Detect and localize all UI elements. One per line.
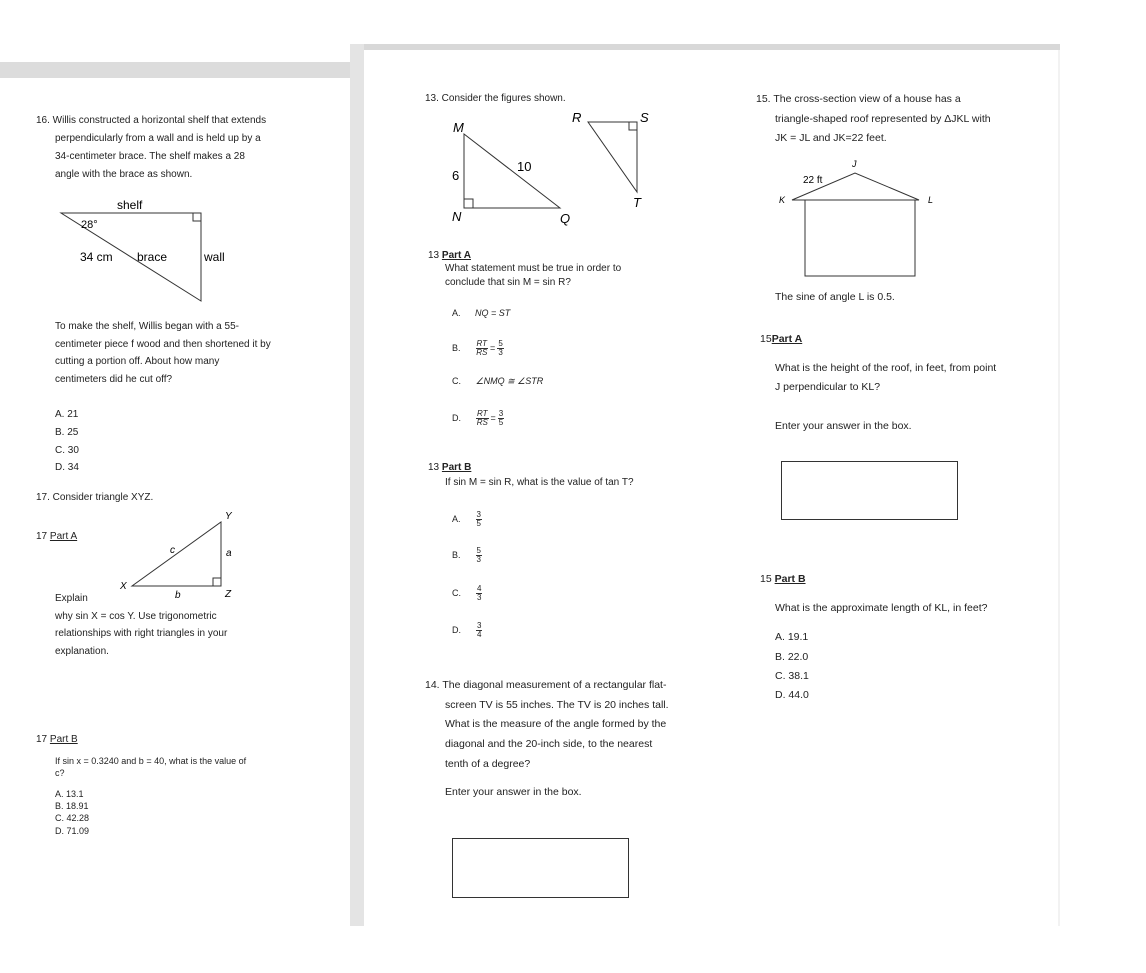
- q13b-choice-c-value: [476, 585, 482, 602]
- right-angle-mark-z: [213, 578, 221, 586]
- q15-line-2: triangle-shaped roof represented by ΔJKL with: [775, 113, 991, 125]
- q16-line-2: perpendicularly from a wall and is held up by a: [55, 133, 261, 144]
- q13b-choice-b-letter: B.: [452, 550, 461, 560]
- q15-line-1: 15. The cross-section view of a house has a: [756, 93, 961, 105]
- q13a-choice-d-letter: D.: [452, 413, 461, 423]
- q13-part-b-number: 13: [428, 462, 440, 473]
- shelf-label: shelf: [117, 198, 143, 212]
- vertex-x: X: [120, 581, 127, 592]
- q15-part-b-question: What is the approximate length of KL, in feet?: [775, 602, 988, 614]
- vertex-n: N: [452, 209, 462, 224]
- q16-choice-d[interactable]: D. 34: [55, 462, 79, 473]
- q16-choice-b[interactable]: B. 25: [55, 427, 79, 438]
- q13a-b-rhs-den: 3: [498, 348, 503, 357]
- brace-length-label: 34 cm: [80, 250, 113, 264]
- q13a-choice-d-rhs: [498, 410, 504, 427]
- q13-part-b-question: If sin M = sin R, what is the value of tan T?: [445, 477, 634, 488]
- q13a-d-rhs-den: 5: [498, 418, 504, 427]
- q13b-a-num: 3: [476, 510, 481, 519]
- vertex-s: S: [640, 110, 649, 125]
- q17-part-b-line-2: c?: [55, 768, 65, 778]
- q15-part-a-line-1: What is the height of the roof, in feet, from point: [775, 362, 997, 374]
- q14-line-1: 14. The diagonal measurement of a rectangular flat-: [425, 679, 667, 691]
- q15-choice-d[interactable]: D. 44.0: [775, 689, 809, 701]
- q16-choice-a[interactable]: A. 21: [55, 409, 79, 420]
- q13-title: 13. Consider the figures shown.: [425, 93, 566, 104]
- q13b-choice-a-letter: A.: [452, 514, 461, 524]
- vertex-z: Z: [225, 589, 232, 600]
- q13b-b-den: 3: [476, 555, 481, 564]
- q13b-d-den: 4: [477, 630, 482, 639]
- q15-choice-a[interactable]: A. 19.1: [775, 631, 809, 643]
- q16-line-3: 34-centimeter brace. The shelf makes a 28: [55, 151, 245, 162]
- q13b-d-num: 3: [477, 621, 482, 630]
- q13b-choice-b[interactable]: [452, 547, 482, 564]
- vertex-j: J: [852, 159, 857, 169]
- q13a-choice-a[interactable]: [452, 309, 510, 318]
- triangle-rst: [588, 122, 637, 192]
- q17-part-a-number: 17: [36, 531, 48, 542]
- q15-line-3: JK = JL and JK=22 feet.: [775, 132, 887, 144]
- q13a-choice-b[interactable]: B. $\frac{RT}{RS}$ = $\frac{5}{3}$: [452, 339, 503, 357]
- q14-line-3: What is the measure of the angle formed by the: [445, 718, 667, 730]
- shelf-brace-figure: [55, 195, 255, 305]
- right-angle-mark: [193, 213, 201, 221]
- q17-explain-2: why sin X = cos Y. Use trigonometric: [55, 611, 217, 622]
- q16-body-2: centimeter piece f wood and then shortened it by: [55, 339, 271, 350]
- q13a-b-lhs-den: RS: [476, 348, 488, 357]
- q13a-d-lhs-den: RS: [476, 418, 488, 427]
- q17-part-b-heading: [36, 735, 78, 745]
- brace-label: brace: [137, 250, 168, 264]
- q13a-d-lhs-num: RT: [477, 409, 488, 418]
- q14-enter-instruction: Enter your answer in the box.: [445, 786, 582, 798]
- q14-line-5: tenth of a degree?: [445, 758, 531, 770]
- q13a-choice-c-text: ∠NMQ ≅ ∠STR: [475, 376, 544, 386]
- q17-part-b-line-1: If sin x = 0.3240 and b = 40, what is the value of: [55, 756, 247, 766]
- right-angle-mark-n: [464, 199, 473, 208]
- q13a-choice-c[interactable]: [452, 377, 543, 386]
- q13-part-a-line-2: conclude that sin M = sin R?: [445, 277, 571, 288]
- vertex-q: Q: [560, 211, 571, 226]
- q16-body-4: centimeters did he cut off?: [55, 374, 173, 385]
- q17-part-a-heading: [36, 532, 77, 542]
- q17-part-b-label: Part B: [49, 734, 78, 745]
- q17-choice-a[interactable]: A. 13.1: [55, 789, 84, 799]
- q16-body-1: To make the shelf, Willis began with a 55-: [55, 321, 239, 332]
- q13b-choice-a[interactable]: [452, 511, 482, 528]
- left-top-bar: [0, 62, 350, 78]
- q13a-choice-c-letter: C.: [452, 376, 461, 386]
- q14-line-4: diagonal and the 20-inch side, to the nearest: [445, 738, 653, 750]
- q13-part-a-heading: [428, 251, 471, 261]
- vertex-l: L: [928, 195, 934, 205]
- right-angle-mark-s: [629, 122, 637, 130]
- q13a-choice-d-lhs: [476, 410, 489, 427]
- q13a-b-rhs-num: 5: [498, 339, 503, 348]
- q17-choice-b[interactable]: B. 18.91: [55, 801, 89, 811]
- q13b-choice-b-value: [476, 547, 482, 564]
- house-roof-figure: [776, 155, 946, 280]
- wall-label: wall: [204, 250, 225, 264]
- q15-part-b-label: Part B: [774, 573, 806, 585]
- q16-body-3: cutting a portion off. About how many: [55, 356, 220, 367]
- right-top-bar: [350, 44, 1060, 50]
- side-b: b: [175, 590, 181, 601]
- q13b-choice-d-value: [476, 622, 482, 639]
- q17-explain-1: Explain: [55, 593, 88, 604]
- q13a-choice-b-rhs: [497, 340, 503, 357]
- q15-answer-box[interactable]: [781, 461, 958, 520]
- q13a-choice-a-text: NQ = ST: [475, 308, 511, 318]
- side-c: c: [170, 545, 175, 556]
- q13a-d-rhs-num: 3: [498, 409, 504, 418]
- q13b-choice-d-letter: D.: [452, 625, 461, 635]
- q16-choice-c[interactable]: C. 30: [55, 445, 79, 456]
- q16-line-4: angle with the brace as shown.: [55, 169, 193, 180]
- q15-part-a-line-2: J perpendicular to KL?: [775, 381, 881, 393]
- q17-explain-3: relationships with right triangles in your: [55, 628, 228, 639]
- figures-mnq-rst: [445, 108, 660, 230]
- q13b-choice-d[interactable]: [452, 622, 482, 639]
- triangle-mnq: [464, 134, 560, 208]
- q15-part-b-number: 15: [760, 573, 772, 585]
- q13a-choice-d[interactable]: D. $\frac{RT}{RS}$ = $\frac{3}{5}$: [452, 409, 504, 427]
- q13-part-a-number: 13: [428, 250, 440, 261]
- side-mn-label: 6: [452, 168, 460, 183]
- q15-part-a-heading: [760, 334, 802, 345]
- q15-sine-note: The sine of angle L is 0.5.: [775, 291, 895, 303]
- vertex-k: K: [779, 195, 786, 205]
- vertex-r: R: [572, 110, 582, 125]
- q13b-choice-c-letter: C.: [452, 588, 461, 598]
- q17-choice-d[interactable]: D. 71.09: [55, 826, 90, 836]
- q17-part-b-number: 17: [36, 734, 48, 745]
- side-a: a: [226, 548, 232, 559]
- q17-part-a-label: Part A: [49, 531, 78, 542]
- vertex-m: M: [453, 120, 464, 135]
- q16-line-1: 16. Willis constructed a horizontal shelf that extends: [36, 115, 267, 126]
- vertex-t: T: [633, 195, 641, 210]
- q13b-choice-c[interactable]: [452, 585, 482, 602]
- house-body: [805, 200, 915, 276]
- page-divider: [350, 44, 364, 926]
- side-mq-label: 10: [517, 159, 532, 174]
- q14-line-2: screen TV is 55 inches. The TV is 20 inches tall.: [445, 699, 669, 711]
- q13a-choice-a-letter: A.: [452, 308, 461, 318]
- q13-part-b-heading: [428, 463, 471, 473]
- q17-title: 17. Consider triangle XYZ.: [36, 492, 154, 503]
- jk-length-label: 22 ft: [803, 175, 823, 186]
- q15-part-b-heading: [760, 574, 806, 585]
- q13-part-a-label: Part A: [441, 250, 471, 261]
- right-page-edge: [1058, 50, 1060, 926]
- q13-part-a-line-1: What statement must be true in order to: [445, 263, 622, 274]
- q13b-choice-a-value: [476, 511, 482, 528]
- q13b-b-num: 5: [476, 546, 481, 555]
- q13-part-b-label: Part B: [441, 462, 472, 473]
- triangle-xyz-figure: [115, 508, 245, 603]
- q14-answer-box[interactable]: [452, 838, 629, 898]
- q13b-a-den: 5: [476, 519, 481, 528]
- angle-label: 28°: [81, 219, 98, 231]
- vertex-y: Y: [225, 511, 232, 522]
- triangle-xyz: [132, 522, 221, 586]
- q15-enter-instruction: Enter your answer in the box.: [775, 420, 912, 432]
- q13b-c-num: 4: [477, 584, 482, 593]
- q17-choice-c[interactable]: C. 42.28: [55, 813, 90, 823]
- q15-part-a-label: Part A: [771, 333, 803, 345]
- q17-explain-4: explanation.: [55, 646, 109, 657]
- q13a-choice-b-letter: B.: [452, 343, 461, 353]
- q15-choice-b[interactable]: B. 22.0: [775, 651, 809, 663]
- q13a-choice-b-lhs: [476, 340, 489, 357]
- q13b-c-den: 3: [477, 593, 482, 602]
- q13a-b-lhs-num: RT: [476, 339, 488, 348]
- q15-part-a-number: 15: [760, 333, 772, 345]
- q15-choice-c[interactable]: C. 38.1: [775, 670, 809, 682]
